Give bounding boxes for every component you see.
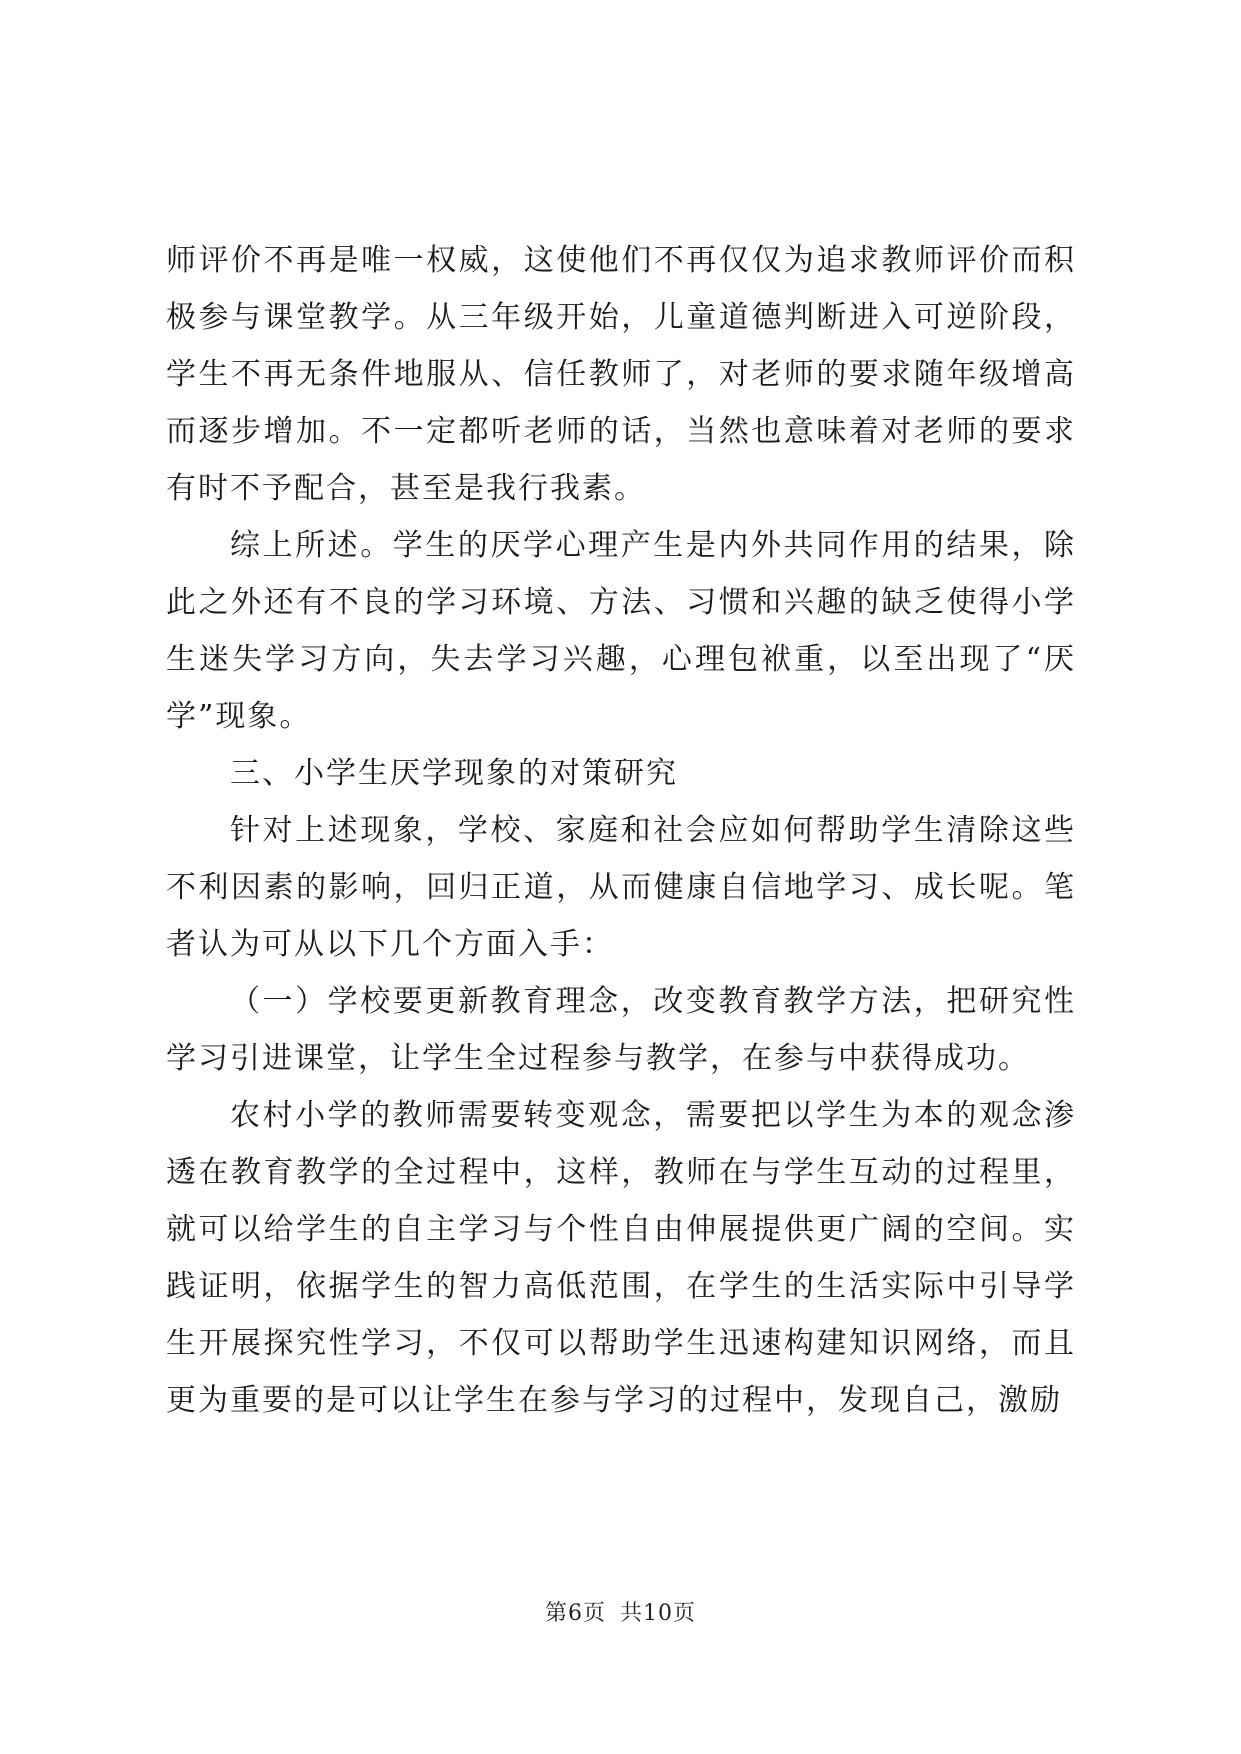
paragraph-3: 针对上述现象，学校、家庭和社会应如何帮助学生清除这些不利因素的影响，回归正道，从而健康自信地学习、成长呢。笔者认为可从以下几个方面入手： [166, 813, 1076, 962]
paragraph-2: 综上所述。学生的厌学心理产生是内外共同作用的结果，除此之外还有不良的学习环境、方法、习惯和兴趣的缺乏使得小学生迷失学习方向，失去学习兴趣，心理包袱重，以至出现了“厌学”现象。 [166, 528, 1076, 734]
section-heading: 三、小学生厌学现象的对策研究 [230, 756, 678, 791]
page-number: 第6页 [545, 1601, 606, 1626]
page-footer [0, 1596, 1241, 1627]
paragraph-1: 师评价不再是唯一权威，这使他们不再仅仅为追求教师评价而积极参与课堂教学。从三年级开始，儿童道德判断进入可逆阶段，学生不再无条件地服从、信任教师了，对老师的要求随年级增高而逐步增加。不一定都听老师的话，当然也意味着对老师的要求有时不予配合，甚至是我行我素。 [166, 243, 1076, 506]
document-body [166, 232, 1076, 1429]
subsection-heading: （一）学校要更新教育理念，改变教育教学方法，把研究性学习引进课堂，让学生全过程参与教学，在参与中获得成功。 [166, 984, 1076, 1076]
paragraph-4: 农村小学的教师需要转变观念，需要把以学生为本的观念渗透在教育教学的全过程中，这样，教师在与学生互动的过程里，就可以给学生的自主学习与个性自由伸展提供更广阔的空间。实践证明，依据学生的智力高低范围，在学生的生活实际中引导学生开展探究性学习，不仅可以帮助学生迅速构建知识网络，而且更为重要的是可以让学生在参与学习的过程中，发现自己，激励 [166, 1098, 1076, 1418]
total-pages: 共10页 [620, 1601, 696, 1626]
